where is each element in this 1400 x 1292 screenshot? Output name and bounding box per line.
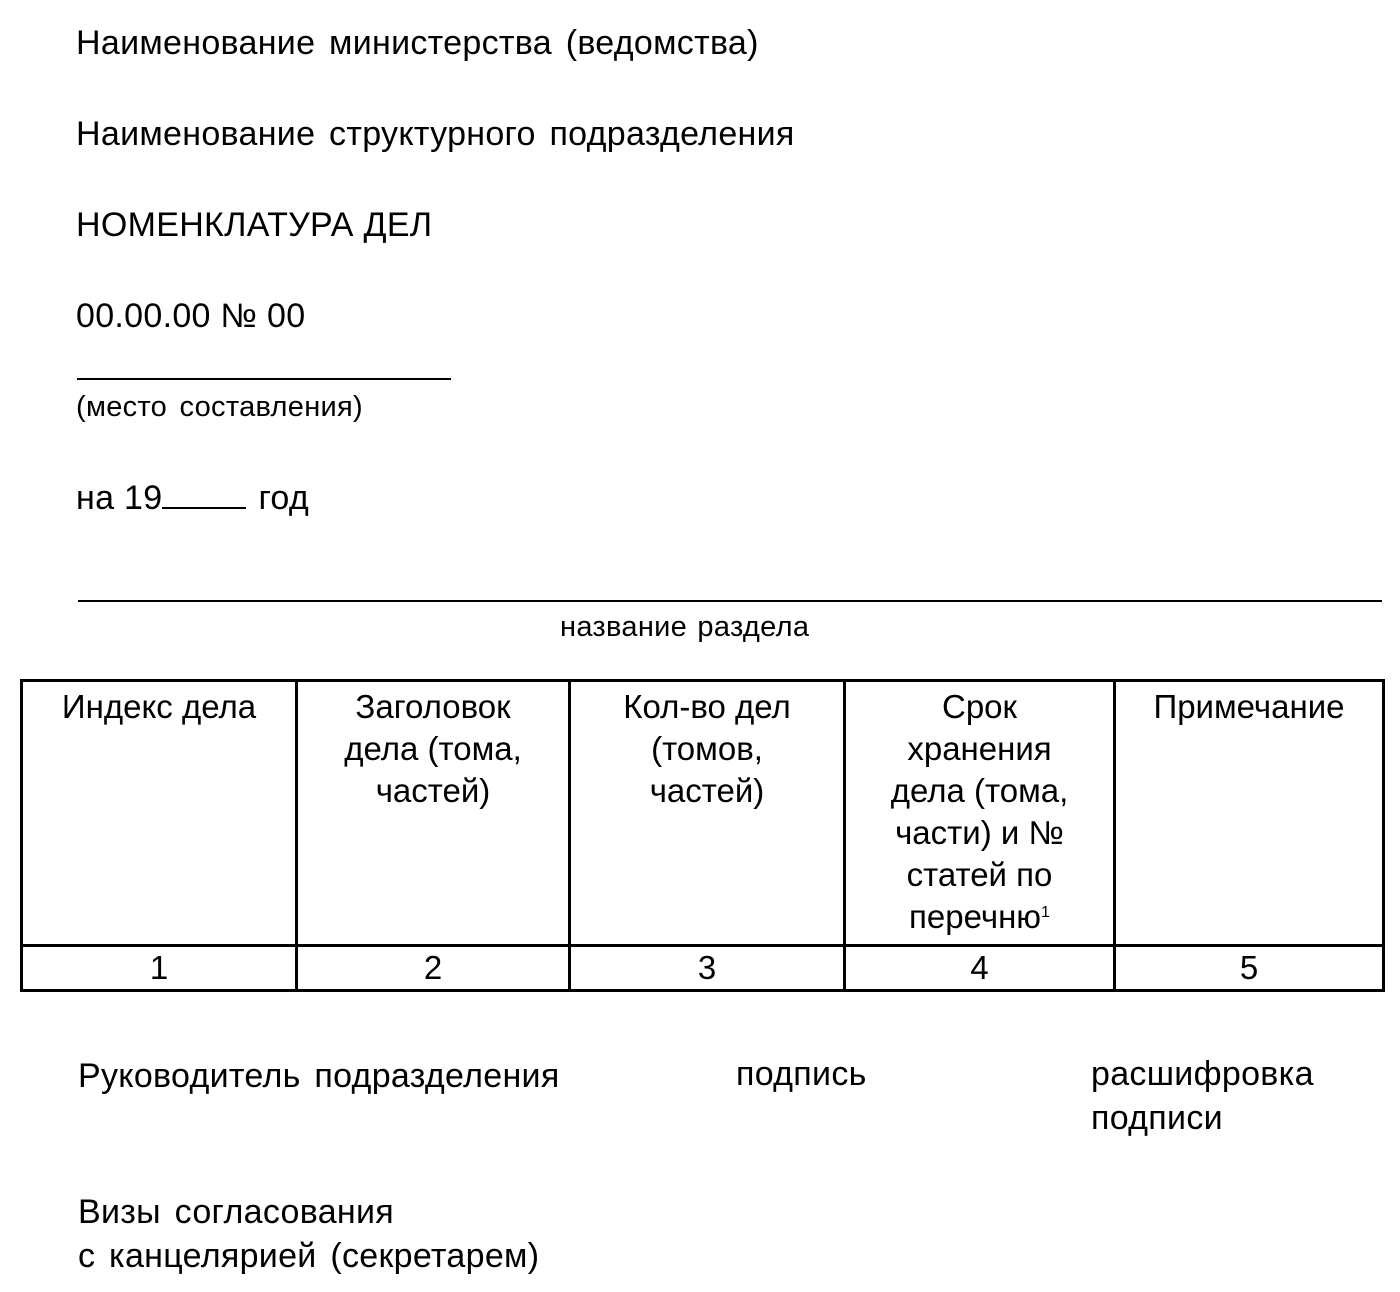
place-blank-line xyxy=(77,378,451,380)
section-caption: название раздела xyxy=(560,611,810,643)
nomenclature-table xyxy=(20,679,1385,992)
header-case-index: Индекс дела xyxy=(22,681,297,946)
place-caption: (место составления) xyxy=(76,391,363,423)
signature-decoding-line1: расшифровка xyxy=(1091,1055,1314,1093)
division-head-label: Руководитель подразделения xyxy=(78,1057,560,1095)
header-case-count: Кол-во дел (томов, частей) xyxy=(570,681,845,946)
signature-decoding-line2: подписи xyxy=(1091,1099,1223,1137)
column-number: 1 xyxy=(22,946,297,991)
footnote-mark: 1 xyxy=(1041,904,1050,921)
year-line xyxy=(76,479,309,518)
header-retention-period: Срок хранения дела (тома, части) и № статей по перечню$^1$ xyxy=(845,681,1115,946)
document-title: НОМЕНКЛАТУРА ДЕЛ xyxy=(76,206,433,244)
approval-visas-line1: Визы согласования xyxy=(78,1193,394,1231)
table-header-row xyxy=(22,681,1384,946)
column-number: 3 xyxy=(570,946,845,991)
column-number: 5 xyxy=(1115,946,1384,991)
year-prefix: на 19 xyxy=(76,479,163,517)
ministry-name-label: Наименование министерства (ведомства) xyxy=(76,24,759,62)
division-name-label: Наименование структурного подразделения xyxy=(76,115,795,153)
year-suffix: год xyxy=(258,479,310,517)
year-blank xyxy=(162,479,246,509)
header-note: Примечание xyxy=(1115,681,1384,946)
column-number: 4 xyxy=(845,946,1115,991)
approval-visas-line2: с канцелярией (секретарем) xyxy=(78,1237,540,1275)
signature-label: подпись xyxy=(736,1055,867,1093)
header-case-title: Заголовок дела (тома, частей) xyxy=(297,681,570,946)
column-number: 2 xyxy=(297,946,570,991)
date-number: 00.00.00 № 00 xyxy=(76,297,306,335)
column-number-row xyxy=(22,946,1384,991)
section-blank-line xyxy=(78,600,1382,602)
